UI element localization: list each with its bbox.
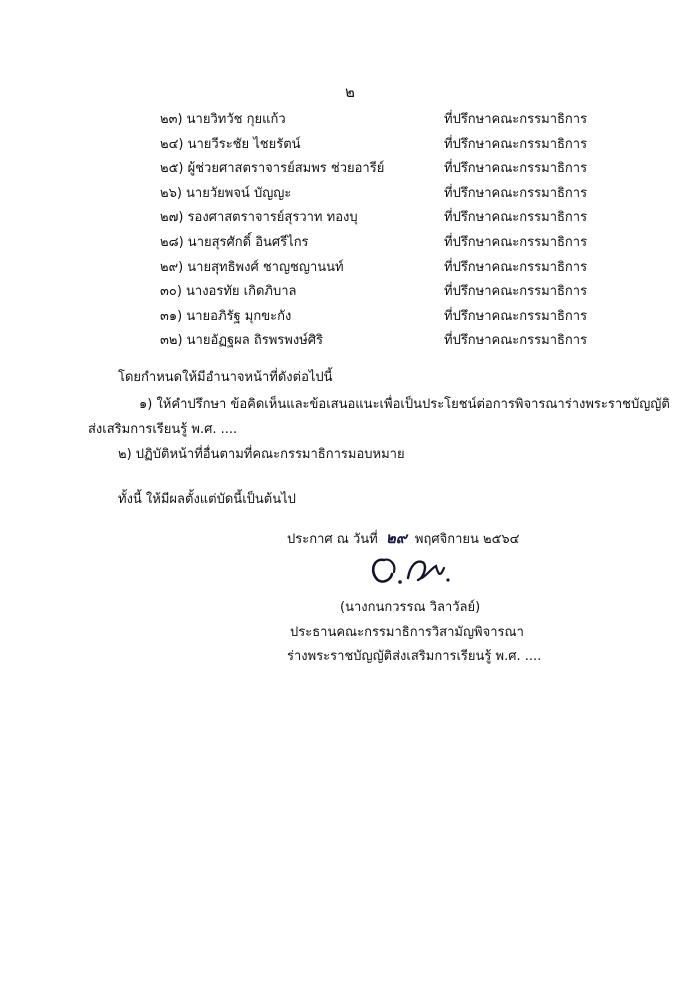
member-name: ๒๘) นายสุรศักดิ์ อินศรีไกร — [160, 234, 309, 250]
member-role: ที่ปรึกษาคณะกรรมาธิการ — [444, 308, 588, 324]
member-role: ที่ปรึกษาคณะกรรมาธิการ — [444, 333, 588, 349]
member-row — [0, 182, 700, 207]
member-row — [0, 280, 700, 305]
page-number: ๒ — [345, 83, 355, 101]
handwritten-signature — [366, 548, 456, 594]
member-row — [0, 157, 700, 182]
member-role: ที่ปรึกษาคณะกรรมาธิการ — [444, 136, 588, 152]
member-role: ที่ปรึกษาคณะกรรมาธิการ — [444, 185, 588, 201]
member-row — [0, 108, 700, 133]
announcement-day: ๒๙ — [385, 529, 407, 547]
duties-intro: โดยกำหนดให้มีอำนาจหน้าที่ดังต่อไปนี้ — [118, 370, 333, 385]
member-role: ที่ปรึกษาคณะกรรมาธิการ — [444, 112, 588, 127]
member-role: ที่ปรึกษาคณะกรรมาธิการ — [444, 210, 588, 226]
member-row — [0, 256, 700, 281]
announcement-date — [287, 526, 520, 550]
member-name: ๓๒) นายอัฏฐผล ถิรพรพงษ์ศิริ — [160, 333, 324, 349]
announcement-month-year: พฤศจิกายน ๒๕๖๔ — [414, 532, 520, 547]
member-row — [0, 133, 700, 158]
duty-item-1-continued: ส่งเสริมการเรียนรู้ พ.ศ. .... — [88, 422, 238, 437]
member-row — [0, 329, 700, 354]
member-name: ๒๗) รองศาสตราจารย์สุรวาท ทองบุ — [160, 210, 358, 226]
member-row — [0, 231, 700, 256]
member-row — [0, 206, 700, 231]
member-name: ๒๕) ผู้ช่วยศาสตราจารย์สมพร ช่วยอารีย์ — [160, 161, 385, 177]
signatory-title-line1: ประธานคณะกรรมาธิการวิสามัญพิจารณา — [290, 625, 524, 640]
announcement-prefix: ประกาศ ณ วันที่ — [287, 532, 378, 547]
effective-statement: ทั้งนี้ ให้มีผลตั้งแต่บัดนี้เป็นต้นไป — [118, 492, 296, 507]
duty-item-2: ๒) ปฏิบัติหน้าที่อื่นตามที่คณะกรรมาธิการมอบหมาย — [118, 447, 405, 462]
signatory-name: (นางกนกวรรณ วิลาวัลย์) — [340, 600, 481, 615]
signatory-title-line2: ร่างพระราชบัญญัติส่งเสริมการเรียนรู้ พ.ศ. .... — [287, 649, 542, 664]
member-role: ที่ปรึกษาคณะกรรมาธิการ — [444, 161, 588, 177]
member-role: ที่ปรึกษาคณะกรรมาธิการ — [444, 259, 588, 275]
member-list — [0, 108, 700, 354]
member-name: ๓๑) นายอภิรัฐ มุกขะกัง — [160, 308, 292, 324]
member-row — [0, 305, 700, 330]
member-name: ๒๔) นายวีระชัย ไชยรัตน์ — [160, 136, 301, 152]
duty-item-1: ๑) ให้คำปรึกษา ข้อคิดเห็นและข้อเสนอแนะเพื่อเป็นประโยชน์ต่อการพิจารณาร่างพระราชบัญญัติ — [139, 397, 670, 412]
member-name: ๒๖) นายวัยพจน์ บัญญะ — [160, 185, 292, 201]
member-role: ที่ปรึกษาคณะกรรมาธิการ — [444, 284, 588, 300]
member-role: ที่ปรึกษาคณะกรรมาธิการ — [444, 234, 588, 250]
member-name: ๒๓) นายวิทวัช กุยแก้ว — [160, 112, 286, 127]
member-name: ๒๙) นายสุทธิพงศ์ ชาญชญานนท์ — [160, 259, 344, 275]
member-name: ๓๐) นางอรทัย เกิดภิบาล — [160, 284, 297, 300]
